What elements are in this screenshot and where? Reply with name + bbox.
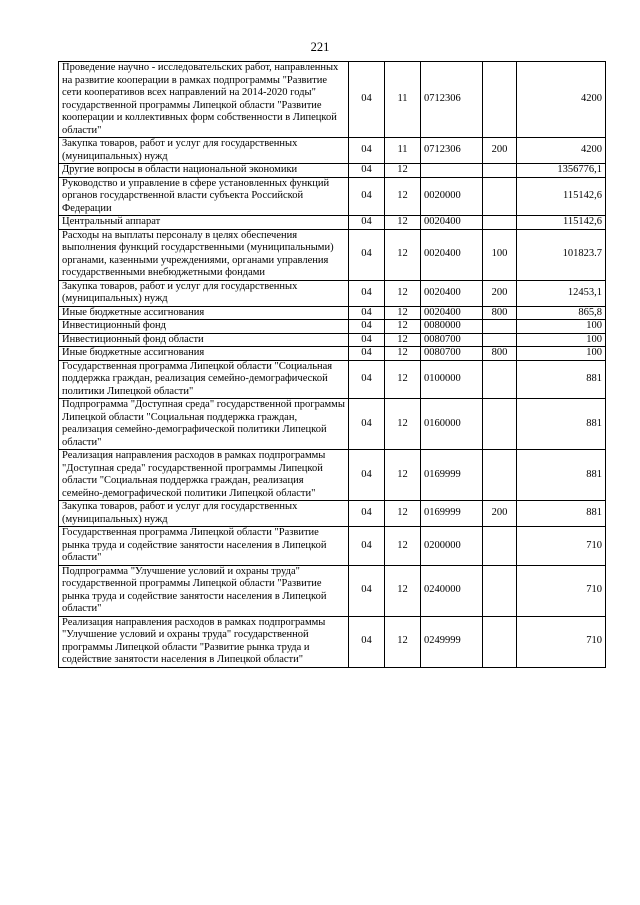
table-row bbox=[59, 450, 606, 501]
amount-cell: 710 bbox=[517, 527, 606, 566]
target-article-cell: 0200000 bbox=[421, 527, 483, 566]
table-row bbox=[59, 216, 606, 230]
subsection-code-cell: 12 bbox=[385, 164, 421, 178]
table-row bbox=[59, 501, 606, 527]
expense-type-cell: 800 bbox=[483, 347, 517, 361]
expense-type-cell bbox=[483, 164, 517, 178]
target-article-cell: 0169999 bbox=[421, 450, 483, 501]
target-article-cell: 0020400 bbox=[421, 216, 483, 230]
target-article-cell: 0080700 bbox=[421, 347, 483, 361]
budget-table-body bbox=[59, 62, 606, 668]
amount-cell: 710 bbox=[517, 616, 606, 667]
amount-cell: 881 bbox=[517, 450, 606, 501]
amount-cell: 100 bbox=[517, 320, 606, 334]
row-name-cell: Руководство и управление в сфере установленных функций органов государственной власти субъекта Российской Федерации bbox=[59, 177, 349, 216]
amount-cell: 115142,6 bbox=[517, 216, 606, 230]
row-name-cell: Государственная программа Липецкой области "Социальная поддержка граждан, реализация семейно-демографической политики Липецкой области" bbox=[59, 360, 349, 399]
row-name-cell: Другие вопросы в области национальной экономики bbox=[59, 164, 349, 178]
target-article-cell: 0712306 bbox=[421, 138, 483, 164]
target-article-cell: 0080000 bbox=[421, 320, 483, 334]
subsection-code-cell: 12 bbox=[385, 399, 421, 450]
target-article-cell: 0712306 bbox=[421, 62, 483, 138]
section-code-cell: 04 bbox=[349, 138, 385, 164]
amount-cell: 101823.7 bbox=[517, 229, 606, 280]
target-article-cell: 0020000 bbox=[421, 177, 483, 216]
amount-cell: 100 bbox=[517, 347, 606, 361]
row-name-cell: Проведение научно - исследовательских работ, направленных на развитие кооперации в рамках подпрограммы "Развитие сети кооперативов всех направлений на 2014-2020 годы" государственной программы Липецкой области "Развитие кооперации и коллективных форм собственности в Липецкой области" bbox=[59, 62, 349, 138]
subsection-code-cell: 12 bbox=[385, 306, 421, 320]
row-name-cell: Подпрограмма "Доступная среда" государственной программы Липецкой области "Социальная поддержка граждан, реализация семейно-демографической политики Липецкой области" bbox=[59, 399, 349, 450]
subsection-code-cell: 12 bbox=[385, 565, 421, 616]
section-code-cell: 04 bbox=[349, 527, 385, 566]
expense-type-cell bbox=[483, 450, 517, 501]
table-row bbox=[59, 527, 606, 566]
expense-type-cell: 200 bbox=[483, 501, 517, 527]
table-row bbox=[59, 333, 606, 347]
amount-cell: 710 bbox=[517, 565, 606, 616]
expense-type-cell bbox=[483, 216, 517, 230]
table-row bbox=[59, 399, 606, 450]
expense-type-cell bbox=[483, 177, 517, 216]
target-article-cell: 0100000 bbox=[421, 360, 483, 399]
budget-table bbox=[58, 61, 606, 668]
row-name-cell: Иные бюджетные ассигнования bbox=[59, 306, 349, 320]
page-number: 221 bbox=[310, 40, 330, 54]
target-article-cell: 0020400 bbox=[421, 306, 483, 320]
table-row bbox=[59, 565, 606, 616]
section-code-cell: 04 bbox=[349, 216, 385, 230]
row-name-cell: Расходы на выплаты персоналу в целях обеспечения выполнения функций государственными (муниципальными) органами, казенными учреждениями, органами управления государственными внебюджетными фондами bbox=[59, 229, 349, 280]
subsection-code-cell: 12 bbox=[385, 320, 421, 334]
row-name-cell: Реализация направления расходов в рамках подпрограммы "Улучшение условий и охраны труда" государственной программы Липецкой области "Развитие рынка труда и содействие занятости населения в Липецкой области" bbox=[59, 616, 349, 667]
section-code-cell: 04 bbox=[349, 280, 385, 306]
expense-type-cell bbox=[483, 333, 517, 347]
subsection-code-cell: 12 bbox=[385, 216, 421, 230]
target-article-cell: 0240000 bbox=[421, 565, 483, 616]
amount-cell: 881 bbox=[517, 399, 606, 450]
subsection-code-cell: 11 bbox=[385, 138, 421, 164]
row-name-cell: Подпрограмма "Улучшение условий и охраны труда" государственной программы Липецкой области "Развитие рынка труда и содействие занятости населения в Липецкой области" bbox=[59, 565, 349, 616]
row-name-cell: Инвестиционный фонд области bbox=[59, 333, 349, 347]
amount-cell: 881 bbox=[517, 501, 606, 527]
amount-cell: 865,8 bbox=[517, 306, 606, 320]
table-row bbox=[59, 280, 606, 306]
subsection-code-cell: 11 bbox=[385, 62, 421, 138]
row-name-cell: Закупка товаров, работ и услуг для государственных (муниципальных) нужд bbox=[59, 501, 349, 527]
subsection-code-cell: 12 bbox=[385, 333, 421, 347]
target-article-cell: 0020400 bbox=[421, 280, 483, 306]
expense-type-cell bbox=[483, 616, 517, 667]
row-name-cell: Иные бюджетные ассигнования bbox=[59, 347, 349, 361]
section-code-cell: 04 bbox=[349, 450, 385, 501]
subsection-code-cell: 12 bbox=[385, 527, 421, 566]
target-article-cell: 0160000 bbox=[421, 399, 483, 450]
target-article-cell: 0020400 bbox=[421, 229, 483, 280]
amount-cell: 1356776,1 bbox=[517, 164, 606, 178]
amount-cell: 100 bbox=[517, 333, 606, 347]
expense-type-cell: 200 bbox=[483, 280, 517, 306]
section-code-cell: 04 bbox=[349, 320, 385, 334]
section-code-cell: 04 bbox=[349, 347, 385, 361]
amount-cell: 4200 bbox=[517, 62, 606, 138]
subsection-code-cell: 12 bbox=[385, 280, 421, 306]
table-row bbox=[59, 306, 606, 320]
row-name-cell: Инвестиционный фонд bbox=[59, 320, 349, 334]
section-code-cell: 04 bbox=[349, 616, 385, 667]
subsection-code-cell: 12 bbox=[385, 616, 421, 667]
table-row bbox=[59, 138, 606, 164]
table-row bbox=[59, 62, 606, 138]
section-code-cell: 04 bbox=[349, 177, 385, 216]
subsection-code-cell: 12 bbox=[385, 347, 421, 361]
expense-type-cell bbox=[483, 527, 517, 566]
expense-type-cell bbox=[483, 62, 517, 138]
table-row bbox=[59, 347, 606, 361]
row-name-cell: Государственная программа Липецкой области "Развитие рынка труда и содействие занятости населения в Липецкой области" bbox=[59, 527, 349, 566]
target-article-cell: 0249999 bbox=[421, 616, 483, 667]
expense-type-cell bbox=[483, 565, 517, 616]
section-code-cell: 04 bbox=[349, 501, 385, 527]
subsection-code-cell: 12 bbox=[385, 501, 421, 527]
section-code-cell: 04 bbox=[349, 164, 385, 178]
table-row bbox=[59, 360, 606, 399]
amount-cell: 115142,6 bbox=[517, 177, 606, 216]
section-code-cell: 04 bbox=[349, 360, 385, 399]
expense-type-cell bbox=[483, 320, 517, 334]
expense-type-cell bbox=[483, 399, 517, 450]
target-article-cell: 0080700 bbox=[421, 333, 483, 347]
subsection-code-cell: 12 bbox=[385, 229, 421, 280]
amount-cell: 12453,1 bbox=[517, 280, 606, 306]
table-row bbox=[59, 177, 606, 216]
expense-type-cell bbox=[483, 360, 517, 399]
row-name-cell: Реализация направления расходов в рамках подпрограммы "Доступная среда" государственной программы Липецкой области "Социальная поддержка граждан, реализация семейно-демографической политики Липецкой области" bbox=[59, 450, 349, 501]
table-row bbox=[59, 616, 606, 667]
table-row bbox=[59, 164, 606, 178]
row-name-cell: Центральный аппарат bbox=[59, 216, 349, 230]
expense-type-cell: 100 bbox=[483, 229, 517, 280]
expense-type-cell: 200 bbox=[483, 138, 517, 164]
table-row bbox=[59, 229, 606, 280]
table-row bbox=[59, 320, 606, 334]
section-code-cell: 04 bbox=[349, 333, 385, 347]
section-code-cell: 04 bbox=[349, 565, 385, 616]
section-code-cell: 04 bbox=[349, 62, 385, 138]
section-code-cell: 04 bbox=[349, 229, 385, 280]
expense-type-cell: 800 bbox=[483, 306, 517, 320]
amount-cell: 881 bbox=[517, 360, 606, 399]
subsection-code-cell: 12 bbox=[385, 450, 421, 501]
amount-cell: 4200 bbox=[517, 138, 606, 164]
row-name-cell: Закупка товаров, работ и услуг для государственных (муниципальных) нужд bbox=[59, 280, 349, 306]
subsection-code-cell: 12 bbox=[385, 360, 421, 399]
subsection-code-cell: 12 bbox=[385, 177, 421, 216]
target-article-cell: 0169999 bbox=[421, 501, 483, 527]
target-article-cell bbox=[421, 164, 483, 178]
section-code-cell: 04 bbox=[349, 306, 385, 320]
section-code-cell: 04 bbox=[349, 399, 385, 450]
row-name-cell: Закупка товаров, работ и услуг для государственных (муниципальных) нужд bbox=[59, 138, 349, 164]
